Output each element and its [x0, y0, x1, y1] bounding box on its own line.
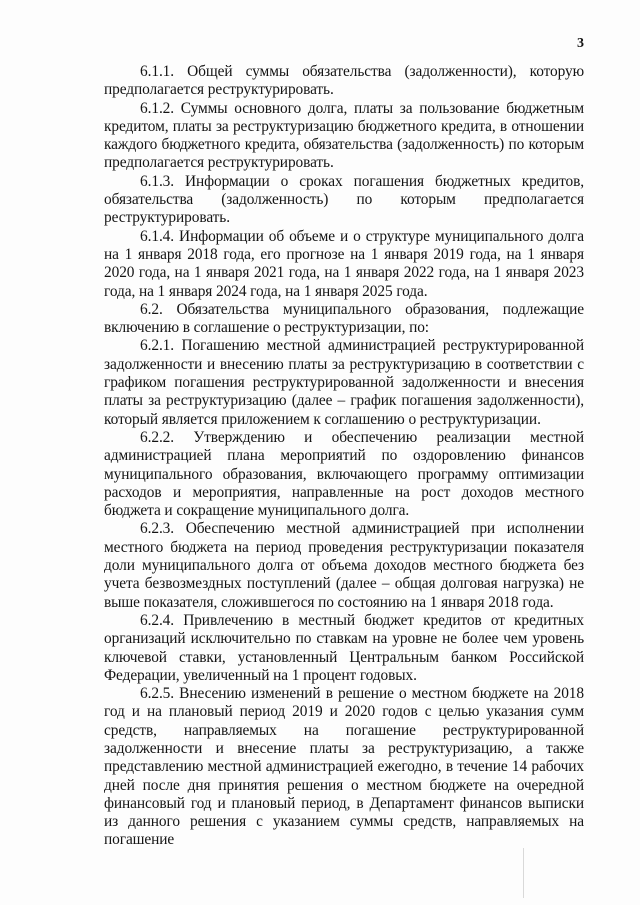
paragraph-6-2: 6.2. Обязательства муниципального образования, подлежащие включению в соглашение о реструктуризации, по:	[104, 300, 584, 337]
paragraph-6-1-2: 6.1.2. Суммы основного долга, платы за пользование бюджетным кредитом, платы за реструктуризацию бюджетного кредита, в отношении каждого бюджетного кредита, обязательства (задолженность) по которым предполагается реструктурировать.	[104, 99, 584, 172]
paragraph-6-2-3: 6.2.3. Обеспечению местной администрацией при исполнении местного бюджета на период проведения реструктуризации показателя доли муниципального долга от объема доходов местного бюджета без учета безвозмездных поступлений (далее – общая долговая нагрузка) не выше показателя, сложившегося по состоянию на 1 января 2018 года.	[104, 520, 584, 611]
paragraph-6-2-2: 6.2.2. Утверждению и обеспечению реализации местной администрацией плана мероприятий по оздоровлению финансов муниципального образования, включающего программу оптимизации расходов и мероприятия, направленные на рост доходов местного бюджета и сокращение муниципального долга.	[104, 428, 584, 520]
page-number: 3	[577, 36, 584, 51]
paragraph-6-2-1: 6.2.1. Погашению местной администрацией реструктурированной задолженности и внесению платы за реструктуризацию в соответствии с графиком погашения реструктурированной задолженности и внесения платы за реструктуризацию (далее – график погашения задолженности), который является приложением к соглашению о реструктуризации.	[104, 337, 584, 428]
document-body	[104, 63, 584, 850]
paragraph-6-2-4: 6.2.4. Привлечению в местный бюджет кредитов от кредитных организаций исключительно по ставкам на уровне не более чем уровень ключевой ставки, установленный Центральным банком Российской Федерации, увеличенный на 1 процент годовых.	[104, 611, 584, 684]
paragraph-6-1-4: 6.1.4. Информации об объеме и о структуре муниципального долга на 1 января 2018 года, его прогнозе на 1 января 2019 года, на 1 января 2020 года, на 1 января 2021 года, на 1 января 2022 года, на 1 января 2023 года, на 1 января 2024 года, на 1 января 2025 года.	[104, 227, 584, 300]
paragraph-6-2-5: 6.2.5. Внесению изменений в решение о местном бюджете на 2018 год и на плановый период 2019 и 2020 годов с целью указания сумм средств, направляемых на погашение реструктурированной задолженности и внесение платы за реструктуризацию, а также представлению местной администрацией ежегодно, в течение 14 рабочих дней после дня принятия решения о местном бюджете на очередной финансовый год и плановый период, в Департамент финансов выписки из данного решения с указанием суммы средств, направляемых на погашение	[104, 685, 584, 849]
scan-fold-mark	[523, 848, 524, 898]
paragraph-6-1-1: 6.1.1. Общей суммы обязательства (задолженности), которую предполагается реструктурировать.	[104, 63, 584, 99]
paragraph-6-1-3: 6.1.3. Информации о сроках погашения бюджетных кредитов, обязательства (задолженность) по которым предполагается реструктурировать.	[104, 172, 584, 227]
